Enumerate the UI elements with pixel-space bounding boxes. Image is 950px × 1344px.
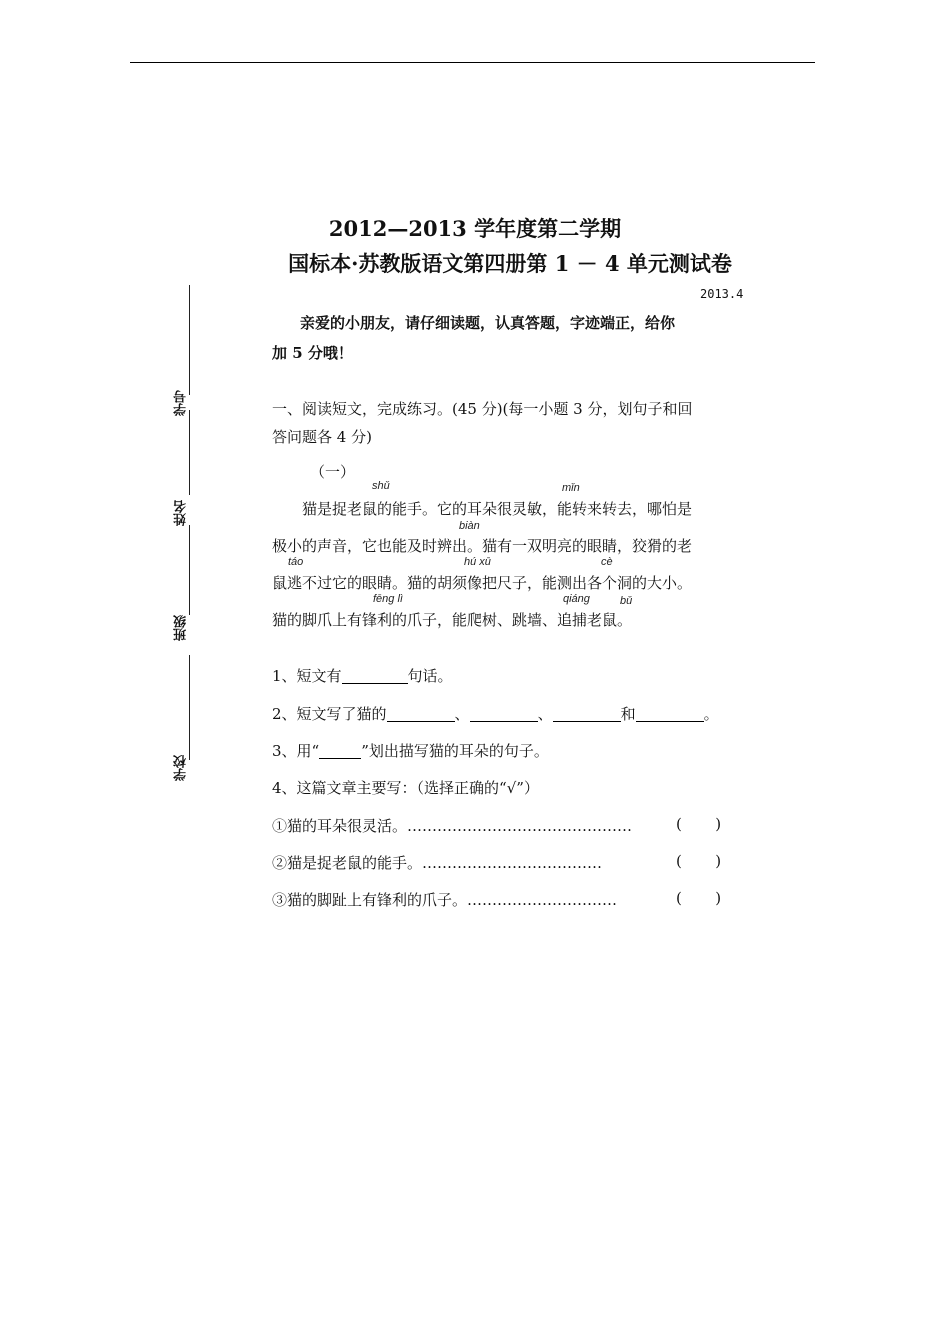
margin-line-name: [189, 410, 190, 495]
option-3-text: ③猫的脚趾上有锋利的爪子。…………………………: [272, 891, 618, 909]
q2-blank-3[interactable]: [553, 707, 621, 722]
option-1-text: ①猫的耳朵很灵活。………………………………………: [272, 817, 633, 835]
q3-suffix: ”划出描写猫的耳朵的句子。: [361, 742, 549, 760]
question-3: [272, 740, 549, 761]
passage-line3: 鼠逃不过它的眼睛。猫的胡须像把尺子，能测出各个洞的大小。: [272, 574, 693, 592]
q3-prefix: 3、用“: [272, 742, 320, 760]
passage-line4: 猫的脚爪上有锋利的爪子，能爬树、跳墙、追捕老鼠。: [272, 611, 633, 629]
margin-line-student-id: [189, 285, 190, 395]
margin-line-school: [189, 655, 190, 760]
q1-suffix: 句话。: [407, 667, 453, 685]
greeting-line2: 加 5 分哦！: [272, 344, 353, 362]
exam-title-line2: 国标本·苏教版语文第四册第 1 － 4 单元测试卷: [288, 251, 732, 276]
margin-line-class: [189, 525, 190, 615]
option-2-text: ②猫是捉老鼠的能手。………………………………: [272, 854, 603, 872]
q2-sep-1: 、: [454, 705, 470, 723]
passage-line1: 猫是捉老鼠的能手。它的耳朵很灵敏，能转来转去，哪怕是: [302, 500, 693, 518]
question-1: [272, 665, 453, 686]
greeting-line1: 亲爱的小朋友，请仔细读题，认真答题，字迹端正，给你: [300, 314, 676, 332]
section1-heading-line2: 答问题各 4 分): [272, 428, 372, 446]
margin-label-name: 姓名: [174, 500, 189, 526]
pinyin-min: mǐn: [562, 482, 580, 494]
top-rule: [130, 62, 815, 63]
margin-label-school: 学校: [174, 755, 189, 781]
passage-line2: 极小的声音，它也能及时辨出。猫有一双明亮的眼睛，狡猾的老: [272, 537, 693, 555]
option-2-answer-paren[interactable]: ( ): [676, 852, 722, 870]
pinyin-huxu: hú xū: [464, 556, 491, 568]
section1-sub: （一）: [310, 463, 356, 481]
exam-date: 2013.4: [700, 287, 744, 301]
exam-title-line1: 2012—2013 学年度第二学期: [328, 216, 622, 241]
option-1-answer-paren[interactable]: ( ): [676, 815, 722, 833]
q1-answer-blank[interactable]: [342, 669, 408, 684]
q2-blank-4[interactable]: [636, 707, 704, 722]
question-4: 4、这篇文章主要写：（选择正确的“√”）: [272, 779, 539, 797]
q3-underline-sample: [319, 744, 361, 759]
q2-end: 。: [703, 705, 719, 723]
pinyin-fengli: fēng lì: [373, 593, 403, 605]
section1-heading-line1: 一、阅读短文，完成练习。(45 分)(每一小题 3 分，划句子和回: [272, 400, 693, 418]
q2-and: 和: [620, 705, 636, 723]
pinyin-ce: cè: [601, 556, 613, 568]
q1-prefix: 1、短文有: [272, 667, 342, 685]
q2-sep-2: 、: [537, 705, 553, 723]
margin-label-student-id: 学号: [174, 390, 189, 416]
option-3-answer-paren[interactable]: ( ): [676, 889, 722, 907]
q2-prefix: 2、短文写了猫的: [272, 705, 387, 723]
margin-label-class: 班级: [174, 615, 189, 641]
pinyin-bian: biàn: [459, 520, 480, 532]
q2-blank-2[interactable]: [470, 707, 538, 722]
question-2: [272, 703, 719, 724]
pinyin-qiang: qiáng: [563, 593, 590, 605]
q2-blank-1[interactable]: [387, 707, 455, 722]
pinyin-tao: táo: [288, 556, 304, 568]
pinyin-bu: bǔ: [620, 595, 633, 607]
pinyin-shu: shǔ: [372, 480, 390, 492]
